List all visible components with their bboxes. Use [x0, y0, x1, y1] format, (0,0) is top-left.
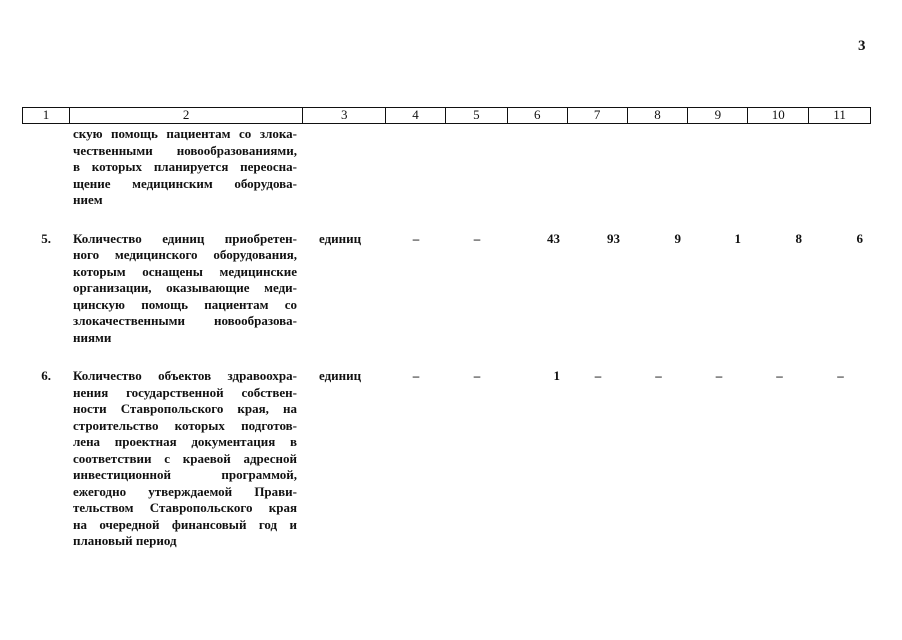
value-cell-col-9: 1: [734, 230, 741, 246]
header-cell-5: 5: [446, 108, 508, 123]
page-number: 3: [858, 38, 866, 54]
description-line: ного медицинского оборудования,: [73, 247, 297, 262]
description-line: щение медицинским оборудова-: [73, 175, 297, 191]
description-line: Количество объектов здравоохра-: [73, 368, 297, 383]
indicator-description: [69, 368, 303, 550]
table-row: [22, 126, 871, 209]
header-cell-10: 10: [748, 108, 809, 123]
description-line: цинскую помощь пациентам со: [73, 296, 297, 312]
value-cell-col-5: –: [473, 230, 481, 246]
header-cell-8: 8: [628, 108, 689, 123]
description-line: чественными новообразованиями,: [73, 142, 297, 158]
value-cell-col-8: 9: [674, 230, 681, 246]
description-line: Количество единиц приобретен-: [73, 230, 297, 246]
value-cell-col-8: –: [655, 368, 662, 383]
value-cell-col-6: [508, 126, 568, 209]
value-cell-col-9: –: [715, 368, 723, 383]
value-cell-col-8: [628, 126, 689, 209]
table-header-row: [22, 107, 871, 124]
unit-cell: единиц: [319, 368, 362, 383]
value-cell-col-4: [386, 126, 446, 209]
row-number: 6.: [41, 368, 51, 383]
description-line: плановый период: [73, 533, 177, 548]
value-cell-col-9: [689, 126, 749, 209]
value-cell-col-4: –: [412, 230, 420, 246]
value-cell-col-10: 8: [795, 230, 802, 246]
row-number: 5.: [41, 230, 51, 246]
header-cell-11: 11: [833, 107, 846, 122]
indicator-description: [69, 126, 303, 209]
row-number: [22, 126, 69, 209]
description-line: скую помощь пациентам со злока-: [73, 126, 297, 141]
description-line: организации, оказывающие меди-: [73, 280, 297, 295]
value-cell-col-11: [810, 126, 871, 209]
description-line: лена проектная документация в: [73, 434, 297, 449]
header-cell-1: 1: [23, 108, 70, 123]
value-cell-col-6: 1: [553, 368, 560, 383]
value-cell-col-7: –: [594, 368, 602, 383]
value-cell-col-6: 43: [547, 230, 560, 246]
value-cell-col-4: –: [412, 368, 420, 383]
indicator-table: [22, 107, 871, 550]
header-cell-6: 6: [508, 108, 568, 123]
description-line: соответствии с краевой адресной: [73, 450, 297, 466]
value-cell-col-11: 6: [856, 230, 863, 246]
value-cell-col-11: –: [837, 368, 844, 383]
value-cell-col-5: [446, 126, 508, 209]
unit-cell: единиц: [319, 230, 362, 246]
value-cell-col-10: [749, 126, 810, 209]
description-line: строительство которых подготов-: [73, 417, 297, 433]
description-line: ниями: [73, 329, 112, 345]
header-cell-3: 3: [303, 108, 386, 123]
header-cell-2: 2: [70, 108, 303, 123]
value-cell-col-7: 93: [607, 230, 620, 246]
description-line: нения государственной собствен-: [73, 384, 297, 400]
description-line: злокачественными новообразова-: [73, 313, 297, 328]
description-line: нием: [73, 192, 103, 207]
table-body: [22, 126, 871, 550]
value-cell-col-7: [568, 126, 628, 209]
description-line: ежегодно утверждаемой Прави-: [73, 483, 297, 499]
header-cell-9: 9: [688, 108, 748, 123]
description-line: ности Ставропольского края, на: [73, 401, 297, 416]
description-line: которым оснащены медицинские: [73, 263, 297, 279]
header-cell-7: 7: [568, 108, 628, 123]
description-line: инвестиционной программой,: [73, 467, 297, 482]
unit-cell: [303, 126, 386, 209]
description-line: на очередной финансовый год и: [73, 516, 297, 532]
table-row: [22, 368, 871, 550]
value-cell-col-5: –: [473, 368, 481, 383]
indicator-description: [69, 231, 303, 347]
table-row: [22, 231, 871, 347]
description-line: в которых планируется переосна-: [73, 159, 297, 174]
header-cell-4: 4: [386, 108, 446, 123]
description-line: тельством Ставропольского края: [73, 500, 297, 515]
value-cell-col-10: –: [776, 368, 783, 383]
